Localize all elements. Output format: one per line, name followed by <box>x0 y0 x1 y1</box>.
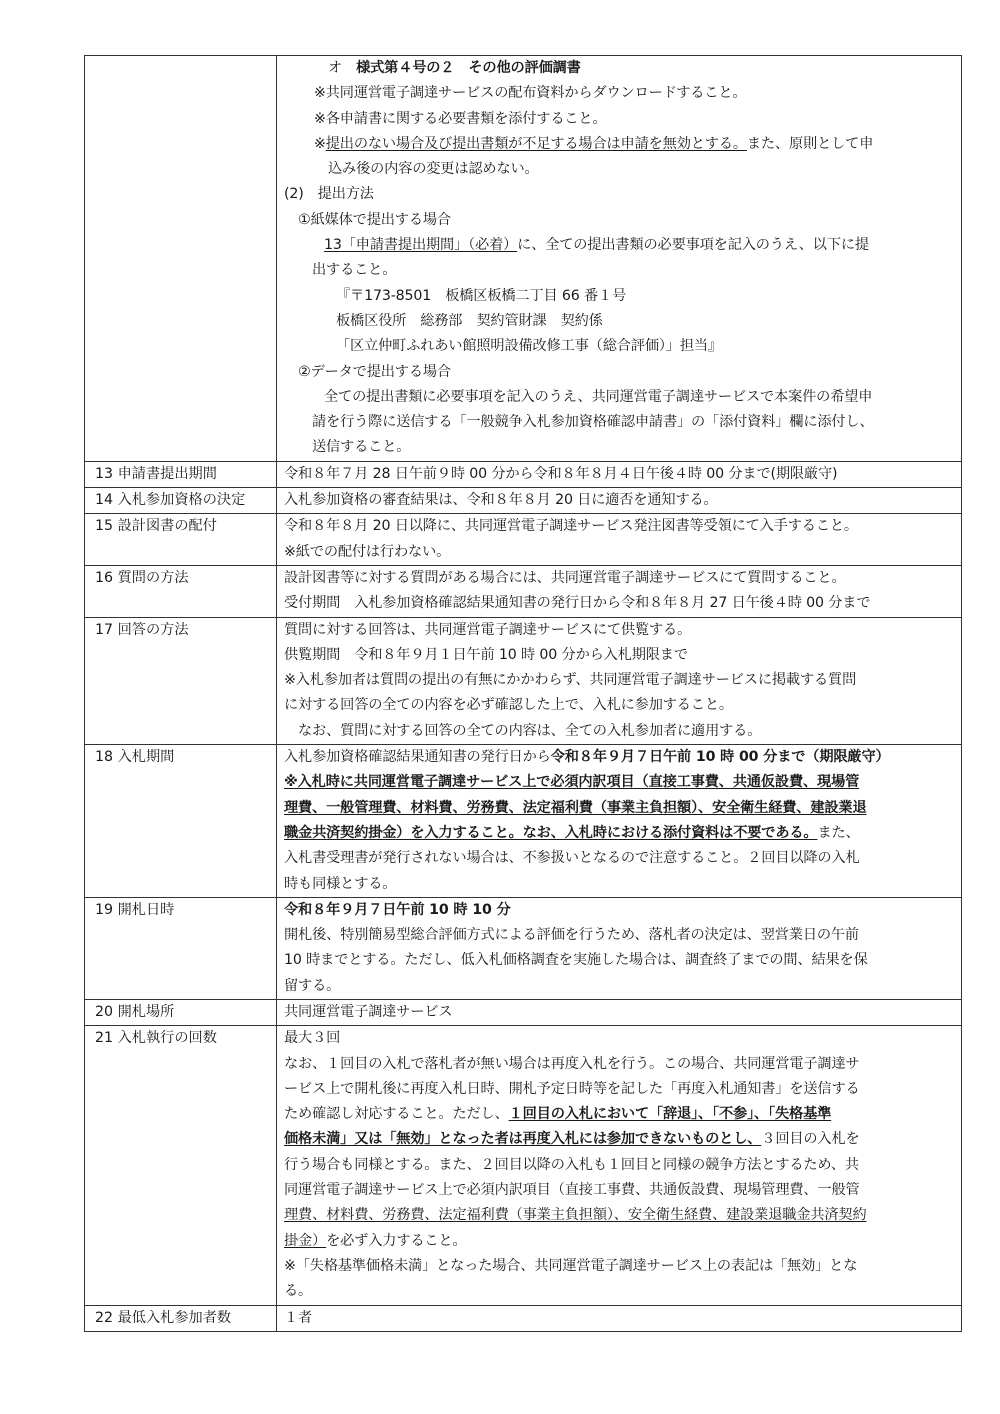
bid-required-items-cont: 理費、一般管理費、材料費、労務費、法定福利費（事業主負担額）、安全衛生経費、建設業退 <box>284 799 867 816</box>
document-table <box>84 55 962 1332</box>
table-row <box>85 488 962 514</box>
row-content <box>277 1026 962 1305</box>
rebid-text-3: ため確認し対応すること。ただし、１回目の入札において「辞退」、「不参」、「失格基準 <box>284 1106 832 1123</box>
row-content <box>277 565 962 617</box>
max-rounds: 最大３回 <box>284 1030 341 1047</box>
row-label: 22 最低入札参加者数 <box>85 1305 277 1331</box>
row-content <box>277 461 962 487</box>
office-line: 板橋区役所 総務部 契約管財課 契約係 <box>336 312 603 329</box>
min-bidders: １者 <box>284 1309 313 1326</box>
table-row <box>85 514 962 566</box>
bid-required-items-end: 職金共済契約掛金）を入力すること。なお、入札時における添付資料は不要である。また、 <box>284 824 860 841</box>
question-text: 設計図書等に対する質問がある場合には、共同運営電子調達サービスにて質問すること。 <box>284 569 846 586</box>
distribution-text: 令和８年８月 20 日以降に、共同運営電子調達サービス発注図書等受領にて入手すること。 <box>284 518 858 535</box>
table-row <box>85 897 962 999</box>
rebid-text-2: ービス上で開札後に再度入札日時、開札予定日時等を記した「再度入札通知書」を送信する <box>284 1080 860 1097</box>
table-row <box>85 1305 962 1331</box>
table-row <box>85 745 962 898</box>
note-invalid-cont: 込み後の内容の変更は認めない。 <box>328 161 539 178</box>
bid-receipt-note: 入札書受理書が発行されない場合は、不参扱いとなるので注意すること。２回目以降の入札 <box>284 850 860 867</box>
answer-apply: なお、質問に対する回答の全ての内容は、全ての入札参加者に適用する。 <box>298 722 762 739</box>
rebid-text-8: 掛金）を必ず入力すること。 <box>284 1232 467 1249</box>
row-label: 15 設計図書の配付 <box>85 514 277 566</box>
row-label: 21 入札執行の回数 <box>85 1026 277 1305</box>
opening-place: 共同運営電子調達サービス <box>284 1003 453 1020</box>
row-content <box>277 897 962 999</box>
opening-datetime: 令和８年９月７日午前 10 時 10 分 <box>284 901 511 918</box>
table-row <box>85 565 962 617</box>
rebid-text-6: 同運営電子調達サービス上で必須内訳項目（直接工事費、共通仮設費、現場管理費、一般管 <box>284 1182 860 1199</box>
table-row <box>85 617 962 744</box>
row-label: 19 開札日時 <box>85 897 277 999</box>
row-label: 14 入札参加資格の決定 <box>85 488 277 514</box>
invalid-note: ※「失格基準価格未満」となった場合、共同運営電子調達サービス上の表記は「無効」とな <box>284 1257 858 1274</box>
row-label: 20 開札場所 <box>85 999 277 1025</box>
answer-period: 供覧期間 令和８年９月１日午前 10 時 00 分から入札期限まで <box>284 646 688 663</box>
bid-period: 入札参加資格確認結果通知書の発行日から令和８年９月７日午前 10 時 00 分まで（期限厳守） <box>284 749 890 766</box>
form-item-o: オ 様式第４号の２ その他の評価調書 <box>328 60 581 76</box>
note-download: ※共同運営電子調達サービスの配布資料からダウンロードすること。 <box>314 85 747 102</box>
distribution-note: ※紙での配付は行わない。 <box>284 543 451 560</box>
opening-note-cont: 10 時までとする。ただし、低入札価格調査を実施した場合は、調査終了までの間、結果を保 <box>284 952 868 969</box>
table-row <box>85 56 962 462</box>
table-row <box>85 999 962 1025</box>
row-label: 18 入札期間 <box>85 745 277 898</box>
note-invalid: ※提出のない場合及び提出書類が不足する場合は申請を無効とする。また、原則として申 <box>314 135 874 152</box>
row-label: 17 回答の方法 <box>85 617 277 744</box>
data-text-end: 送信すること。 <box>312 439 411 456</box>
project-line: 「区立仲町ふれあい館照明設備改修工事（総合評価）」担当』 <box>336 338 722 355</box>
row-content <box>277 1305 962 1331</box>
paper-text: 13「申請書提出期間」（必着）に、全ての提出書類の必要事項を記入のうえ、以下に提 <box>324 237 869 254</box>
row-label: 13 申請書提出期間 <box>85 461 277 487</box>
qualification-result: 入札参加資格の審査結果は、令和８年８月 20 日に適否を通知する。 <box>284 492 718 509</box>
rebid-text-5: 行う場合も同様とする。また、２回目以降の入札も１回目と同様の競争方法とするため、共 <box>284 1156 859 1173</box>
table-row <box>85 461 962 487</box>
row-content <box>277 488 962 514</box>
data-heading: ②データで提出する場合 <box>298 363 451 380</box>
opening-note-end: 留する。 <box>284 977 341 994</box>
paper-heading: ①紙媒体で提出する場合 <box>298 211 451 228</box>
row-content <box>277 999 962 1025</box>
row-content <box>277 617 962 744</box>
rebid-text: なお、１回目の入札で落札者が無い場合は再度入札を行う。この場合、共同運営電子調達サ <box>284 1055 860 1072</box>
rebid-text-4: 価格未満」又は「無効」となった者は再度入札には参加できないものとし、３回目の入札を <box>284 1131 860 1148</box>
row-content <box>277 514 962 566</box>
answer-note: ※入札参加者は質問の提出の有無にかかわらず、共同運営電子調達サービスに掲載する質問 <box>284 672 857 689</box>
address-line: 『〒173-8501 板橋区板橋二丁目 66 番１号 <box>336 287 627 304</box>
data-text: 全ての提出書類に必要事項を記入のうえ、共同運営電子調達サービスで本案件の希望申 <box>324 388 873 405</box>
rebid-text-7: 理費、材料費、労務費、法定福利費（事業主負担額）、安全衛生経費、建設業退職金共済契約 <box>284 1207 867 1224</box>
bid-receipt-note-cont: 時も同様とする。 <box>284 875 397 892</box>
invalid-note-end: る。 <box>284 1283 313 1300</box>
row-label: 16 質問の方法 <box>85 565 277 617</box>
submission-period: 令和８年７月 28 日午前９時 00 分から令和８年８月４日午後４時 00 分まで(期限厳守) <box>284 465 838 482</box>
data-text-cont: 請を行う際に送信する「一般競争入札参加資格確認申請書」の「添付資料」欄に添付し、 <box>312 414 874 431</box>
note-attach: ※各申請書に関する必要書類を添付すること。 <box>314 110 607 127</box>
bid-required-items: ※入札時に共同運営電子調達サービス上で必須内訳項目（直接工事費、共通仮設費、現場管 <box>284 774 860 791</box>
row-content <box>277 56 962 462</box>
row-label <box>85 56 277 462</box>
question-period: 受付期間 入札参加資格確認結果通知書の発行日から令和８年８月 27 日午後４時 00 分まで <box>284 595 871 612</box>
row-content <box>277 745 962 898</box>
table-row <box>85 1026 962 1305</box>
paper-text-cont: 出すること。 <box>312 262 397 279</box>
subheading-method: (2) 提出方法 <box>284 186 374 203</box>
answer-text: 質問に対する回答は、共同運営電子調達サービスにて供覧する。 <box>284 621 692 638</box>
opening-note: 開札後、特別簡易型総合評価方式による評価を行うため、落札者の決定は、翌営業日の午前 <box>284 927 859 944</box>
answer-note-cont: に対する回答の全ての内容を必ず確認した上で、入札に参加すること。 <box>284 697 733 714</box>
